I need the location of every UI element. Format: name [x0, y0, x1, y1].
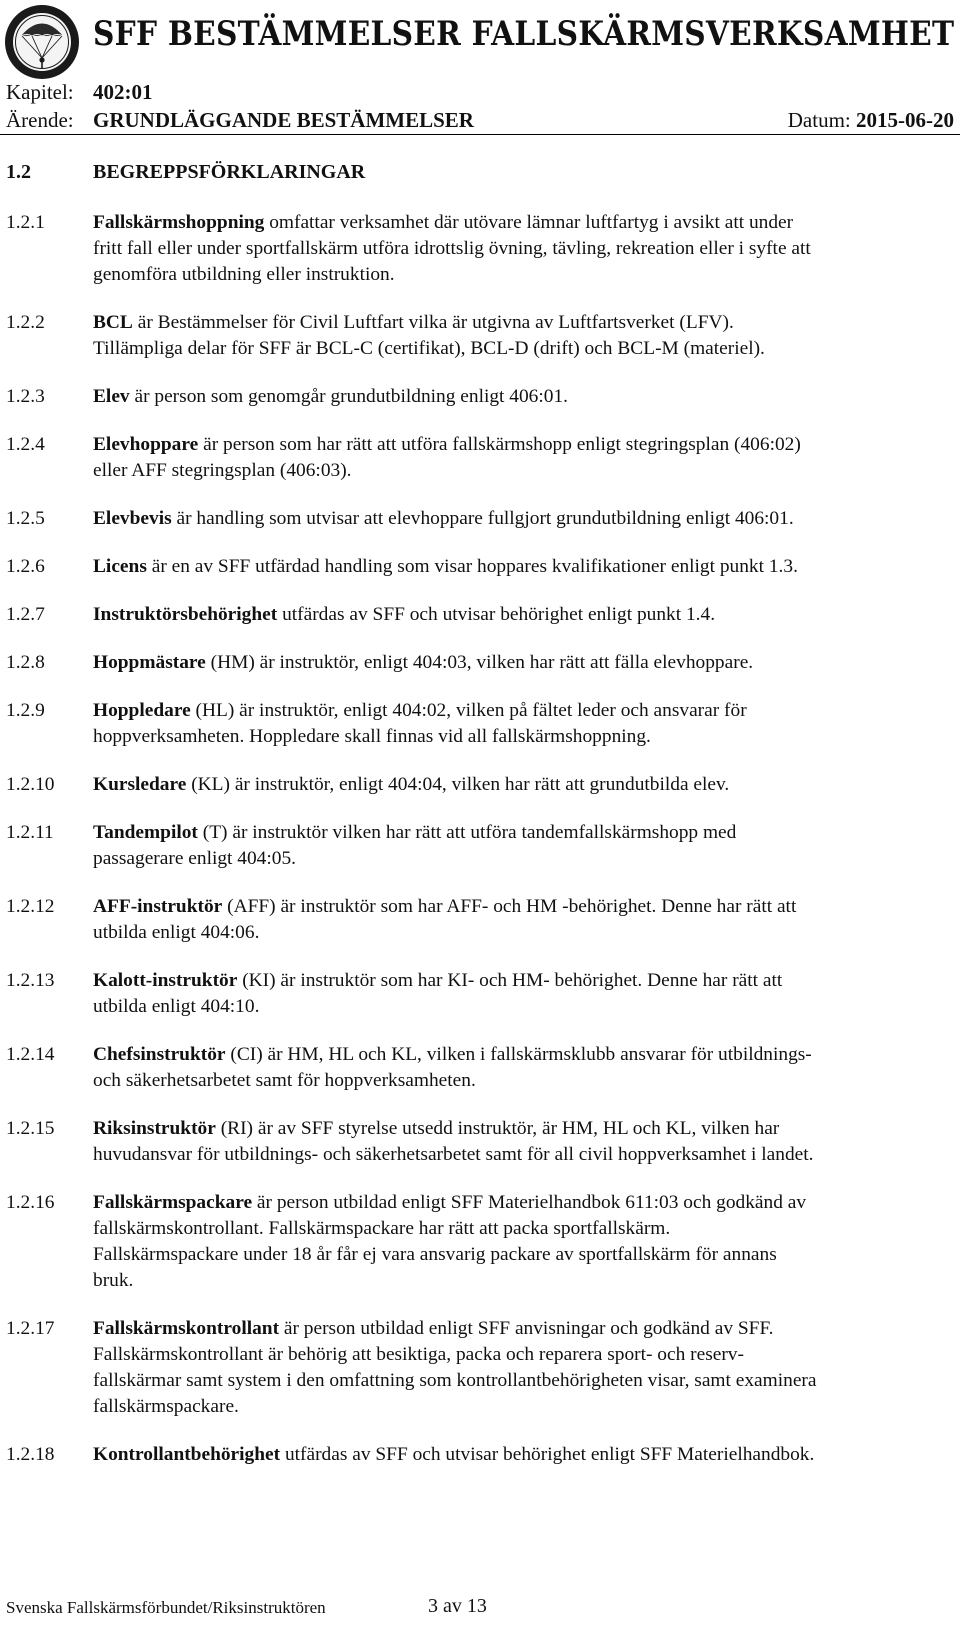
definition-term: Kontrollantbehörighet: [93, 1444, 281, 1465]
definition-text: [93, 310, 956, 362]
definition-line-text: är person som har rätt att utföra fallskärmshopp enligt stegringsplan (406:02): [198, 434, 801, 455]
definition-line-text: hoppverksamheten. Hoppledare skall finnas vid all fallskärmshoppning.: [93, 726, 651, 747]
definition-line-text: utbilda enligt 404:06.: [93, 922, 260, 943]
page-footer: [6, 1595, 487, 1618]
definition-line-text: fallskärmar samt system i den omfattning som kontrollantbehörigheten visar, samt examinera: [93, 1370, 817, 1391]
definition-number: 1.2.9: [6, 700, 45, 721]
definition-line-text: fallskärmskontrollant. Fallskärmspackare har rätt att packa sportfallskärm.: [93, 1218, 671, 1239]
definition-item: [6, 210, 956, 288]
footer-organization: Svenska Fallskärmsförbundet/Riksinstruktören: [6, 1598, 326, 1617]
definition-term: Kalott-instruktör: [93, 970, 238, 991]
definition-line-text: är person utbildad enligt SFF Materielhandbok 611:03 och godkänd av: [252, 1192, 807, 1213]
definition-text: [93, 698, 956, 750]
definition-line-text: är Bestämmelser för Civil Luftfart vilka är utgivna av Luftfartsverket (LFV).: [132, 312, 734, 333]
definition-line: [93, 1216, 956, 1242]
parachute-logo-icon: [3, 3, 81, 81]
definition-number: 1.2.13: [6, 970, 55, 991]
definition-line: [93, 236, 956, 262]
definition-item: [6, 698, 956, 750]
definition-line: [93, 994, 956, 1020]
definition-line-text: (T) är instruktör vilken har rätt att utföra tandemfallskärmshopp med: [197, 822, 737, 843]
definition-term: BCL: [93, 312, 133, 333]
definition-text: [93, 602, 956, 628]
definition-item: [6, 1190, 956, 1294]
definition-line: [93, 602, 956, 628]
definition-term: Hoppmästare: [93, 652, 206, 673]
subject-line: [6, 107, 474, 133]
definition-term: AFF-instruktör: [93, 896, 223, 917]
definition-term: Fallskärmskontrollant: [93, 1318, 280, 1339]
definition-item: [6, 1042, 956, 1094]
definition-term: Hoppledare: [93, 700, 191, 721]
definition-text: [93, 772, 956, 798]
date-value: 2015-06-20: [856, 108, 954, 132]
definition-number: 1.2.10: [6, 774, 55, 795]
definition-text: [93, 210, 956, 288]
definition-term: Chefsinstruktör: [93, 1044, 226, 1065]
definition-line: [93, 310, 956, 336]
definition-line-text: (AFF) är instruktör som har AFF- och HM -behörighet. Denne har rätt att: [222, 896, 797, 917]
definition-line-text: utfärdas av SFF och utvisar behörighet enligt punkt 1.4.: [277, 604, 716, 625]
definition-line: [93, 1316, 956, 1342]
definition-line: [93, 1242, 956, 1268]
definition-item: [6, 506, 956, 532]
definition-text: [93, 1316, 956, 1420]
definition-line: [93, 432, 956, 458]
definition-line: [93, 650, 956, 676]
definition-line-text: Fallskärmspackare under 18 år får ej vara ansvarig packare av sportfallskärm för annans: [93, 1244, 777, 1265]
definition-item: [6, 1116, 956, 1168]
definition-line: [93, 1142, 956, 1168]
definition-line-text: (KL) är instruktör, enligt 404:04, vilken har rätt att grundutbilda elev.: [186, 774, 730, 795]
definition-text: [93, 1190, 956, 1294]
definition-line-text: och säkerhetsarbetet samt för hoppverksamheten.: [93, 1070, 476, 1091]
definition-item: [6, 894, 956, 946]
definition-line-text: är person som genomgår grundutbildning enligt 406:01.: [129, 386, 569, 407]
definition-line: [93, 1268, 956, 1294]
definition-text: [93, 820, 956, 872]
definition-line: [93, 1394, 956, 1420]
definition-number: 1.2.14: [6, 1044, 55, 1065]
definition-line-text: (CI) är HM, HL och KL, vilken i fallskärmsklubb ansvarar för utbildnings-: [225, 1044, 812, 1065]
document-title: SFF BESTÄMMELSER FALLSKÄRMSVERKSAMHET: [93, 14, 955, 54]
definition-item: [6, 820, 956, 872]
definition-line-text: är handling som utvisar att elevhoppare fullgjort grundutbildning enligt 406:01.: [171, 508, 794, 529]
definition-text: [93, 650, 956, 676]
definition-line: [93, 1116, 956, 1142]
definition-text: [93, 1116, 956, 1168]
chapter-line: [6, 79, 153, 105]
definition-line-text: (RI) är av SFF styrelse utsedd instruktör, är HM, HL och KL, vilken har: [215, 1118, 780, 1139]
definition-item: [6, 384, 956, 410]
date-line: [788, 107, 954, 133]
definition-text: [93, 432, 956, 484]
definition-line: [93, 1042, 956, 1068]
definition-line-text: (KI) är instruktör som har KI- och HM- behörighet. Denne har rätt att: [237, 970, 783, 991]
definition-number: 1.2.17: [6, 1318, 55, 1339]
chapter-value: 402:01: [93, 80, 153, 104]
definition-text: [93, 894, 956, 946]
definition-line: [93, 698, 956, 724]
subject-value: GRUNDLÄGGANDE BESTÄMMELSER: [93, 108, 474, 132]
definition-item: [6, 554, 956, 580]
definition-line-text: omfattar verksamhet där utövare lämnar luftfartyg i avsikt att under: [264, 212, 794, 233]
definition-number: 1.2.15: [6, 1118, 55, 1139]
definition-line-text: passagerare enligt 404:05.: [93, 848, 296, 869]
section-number: 1.2: [6, 161, 31, 183]
definition-number: 1.2.8: [6, 652, 45, 673]
definition-line: [93, 262, 956, 288]
definition-line: [93, 772, 956, 798]
definition-item: [6, 1316, 956, 1420]
header-divider: [0, 134, 960, 135]
definition-number: 1.2.18: [6, 1444, 55, 1465]
definition-line: [93, 1068, 956, 1094]
definition-text: [93, 554, 956, 580]
definition-line-text: (HL) är instruktör, enligt 404:02, vilken på fältet leder och ansvarar för: [190, 700, 747, 721]
definition-line: [93, 820, 956, 846]
definition-line-text: genomföra utbildning eller instruktion.: [93, 264, 395, 285]
definition-term: Elevbevis: [93, 508, 172, 529]
definition-line: [93, 554, 956, 580]
page-number: 3 av 13: [428, 1595, 487, 1617]
definition-line: [93, 968, 956, 994]
definition-line-text: bruk.: [93, 1270, 134, 1291]
definition-term: Licens: [93, 556, 147, 577]
definition-item: [6, 310, 956, 362]
definition-text: [93, 384, 956, 410]
definition-line: [93, 384, 956, 410]
chapter-label: Kapitel:: [6, 80, 74, 104]
definition-line: [93, 1368, 956, 1394]
definition-term: Elev: [93, 386, 130, 407]
definition-line-text: fallskärmspackare.: [93, 1396, 239, 1417]
definition-line: [93, 1342, 956, 1368]
document-body: [6, 159, 956, 1490]
definition-number: 1.2.12: [6, 896, 55, 917]
definition-item: [6, 772, 956, 798]
definition-line-text: huvudansvar för utbildnings- och säkerhetsarbetet samt för all civil hoppverksamhet i landet.: [93, 1144, 814, 1165]
definition-line-text: utfärdas av SFF och utvisar behörighet enligt SFF Materielhandbok.: [280, 1444, 815, 1465]
date-label: Datum:: [787, 108, 851, 132]
definition-term: Instruktörsbehörighet: [93, 604, 278, 625]
definition-item: [6, 602, 956, 628]
definition-item: [6, 968, 956, 1020]
definition-number: 1.2.11: [6, 822, 54, 843]
definition-line-text: Tillämpliga delar för SFF är BCL-C (certifikat), BCL-D (drift) och BCL-M (materiel).: [93, 338, 765, 359]
definition-number: 1.2.1: [6, 212, 45, 233]
section-title: BEGREPPSFÖRKLARINGAR: [93, 161, 366, 183]
definition-term: Fallskärmspackare: [93, 1192, 253, 1213]
definition-item: [6, 650, 956, 676]
definition-line-text: är person utbildad enligt SFF anvisningar och godkänd av SFF.: [279, 1318, 774, 1339]
definition-text: [93, 1442, 956, 1468]
section-heading: [6, 159, 956, 186]
definition-list: [6, 210, 956, 1468]
definition-line: [93, 1190, 956, 1216]
definition-term: Tandempilot: [93, 822, 198, 843]
definition-number: 1.2.3: [6, 386, 45, 407]
definition-line-text: är en av SFF utfärdad handling som visar hoppares kvalifikationer enligt punkt 1.3.: [146, 556, 798, 577]
definition-line: [93, 1442, 956, 1468]
definition-line: [93, 210, 956, 236]
definition-line: [93, 846, 956, 872]
subject-label: Ärende:: [6, 108, 74, 132]
definition-number: 1.2.5: [6, 508, 45, 529]
definition-term: Fallskärmshoppning: [93, 212, 265, 233]
definition-number: 1.2.4: [6, 434, 45, 455]
definition-text: [93, 506, 956, 532]
definition-text: [93, 968, 956, 1020]
definition-text: [93, 1042, 956, 1094]
definition-line: [93, 894, 956, 920]
definition-line-text: fritt fall eller under sportfallskärm utföra idrottslig övning, tävling, rekreation eller i syfte att: [93, 238, 811, 259]
definition-number: 1.2.2: [6, 312, 45, 333]
definition-term: Elevhoppare: [93, 434, 199, 455]
definition-line-text: eller AFF stegringsplan (406:03).: [93, 460, 352, 481]
definition-line-text: Fallskärmskontrollant är behörig att besiktiga, packa och reparera sport- och reserv-: [93, 1344, 744, 1365]
definition-line: [93, 724, 956, 750]
definition-line: [93, 506, 956, 532]
definition-line-text: utbilda enligt 404:10.: [93, 996, 260, 1017]
definition-item: [6, 432, 956, 484]
definition-line-text: (HM) är instruktör, enligt 404:03, vilken har rätt att fälla elevhoppare.: [205, 652, 754, 673]
definition-line: [93, 336, 956, 362]
definition-number: 1.2.7: [6, 604, 45, 625]
definition-term: Kursledare: [93, 774, 187, 795]
definition-line: [93, 920, 956, 946]
definition-line: [93, 458, 956, 484]
definition-number: 1.2.6: [6, 556, 45, 577]
definition-term: Riksinstruktör: [93, 1118, 216, 1139]
definition-number: 1.2.16: [6, 1192, 55, 1213]
definition-item: [6, 1442, 956, 1468]
